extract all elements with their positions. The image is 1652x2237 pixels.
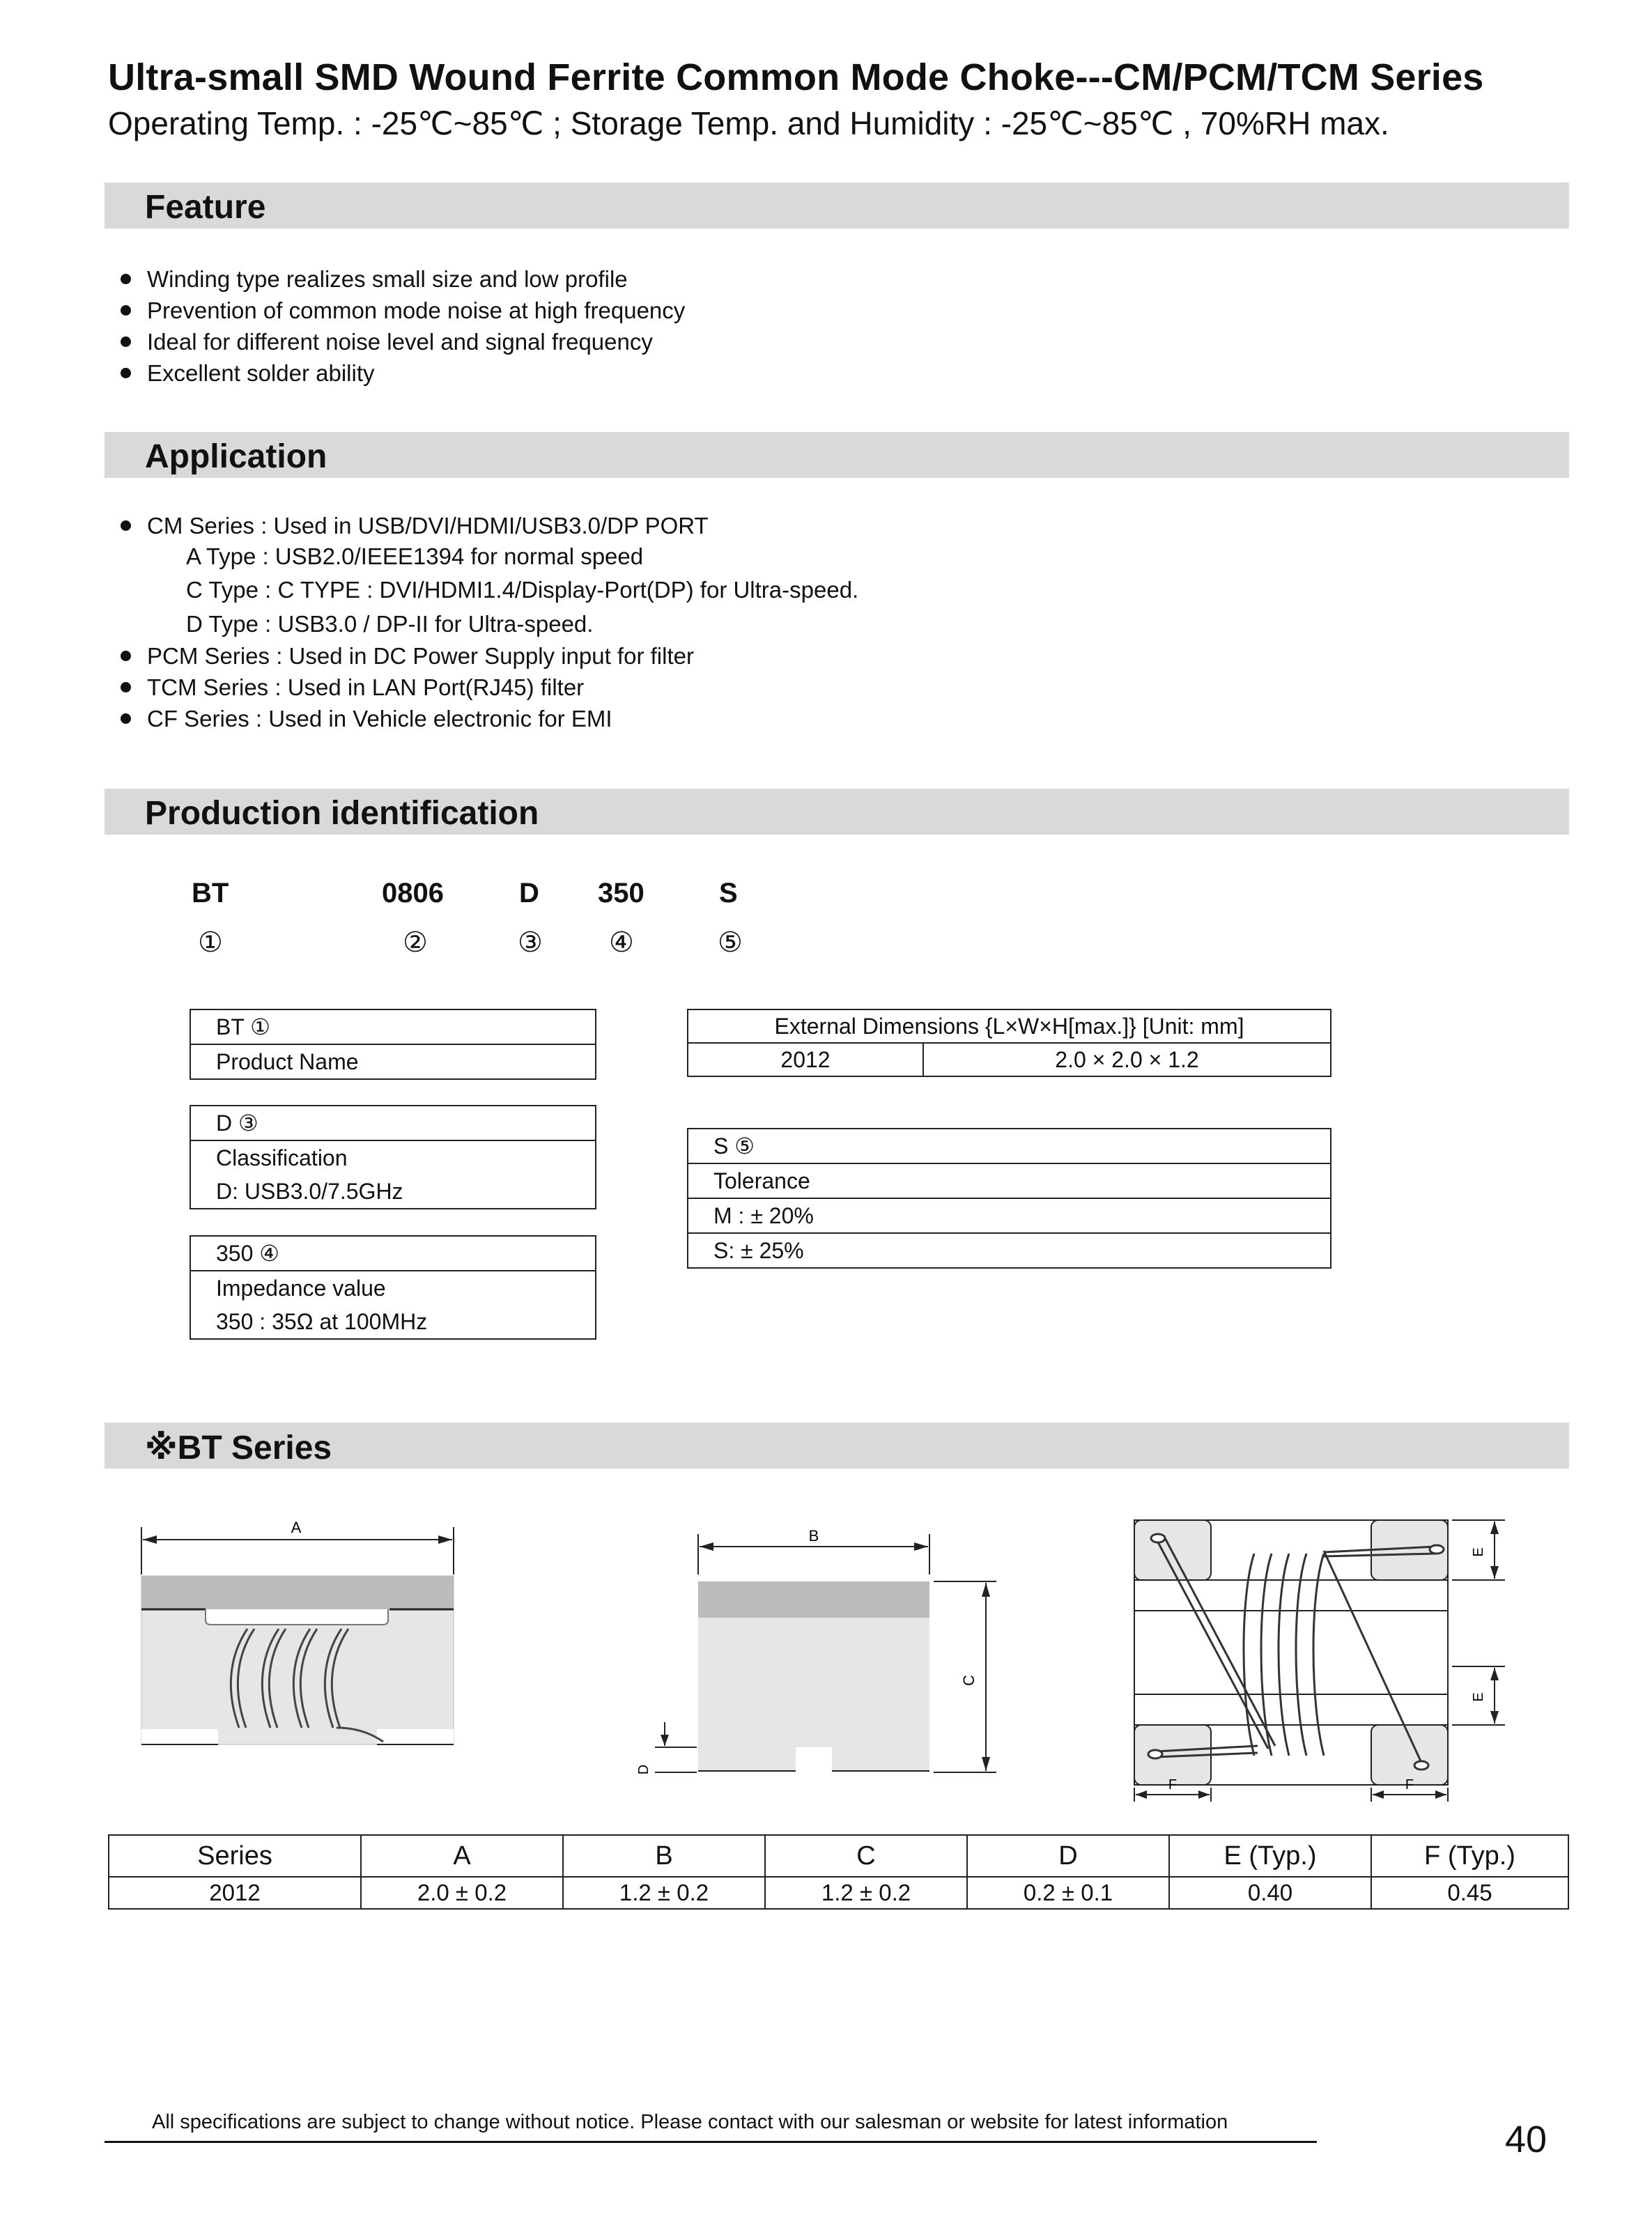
dim-label-b: B — [808, 1527, 819, 1545]
table-header-cell: E (Typ.) — [1169, 1835, 1371, 1877]
code-bt: BT — [192, 878, 229, 908]
table-cell: 0.40 — [1169, 1877, 1371, 1909]
box-head: BT ① — [191, 1010, 595, 1045]
table-header-cell: C — [765, 1835, 967, 1877]
bt-series-heading: ※BT Series — [145, 1430, 332, 1466]
dims-size: 2012 — [688, 1043, 923, 1076]
marker-5: ⑤ — [718, 927, 743, 958]
box-text: Classification — [216, 1145, 348, 1170]
table-header-cell: B — [563, 1835, 765, 1877]
dim-label-f-left: F — [1168, 1777, 1178, 1793]
list-item: TCM Series : Used in LAN Port(RJ45) filter — [115, 672, 694, 703]
marker-1: ① — [198, 927, 223, 958]
dim-label-e-top: E — [1471, 1547, 1486, 1557]
table-cell: 1.2 ± 0.2 — [563, 1877, 765, 1909]
table-header-row — [109, 1835, 1568, 1877]
dims-value: 2.0 × 2.0 × 1.2 — [923, 1043, 1331, 1076]
side-view-drawing — [136, 1519, 463, 1783]
code-tolerance: S — [719, 878, 738, 908]
table-header-cell: A — [361, 1835, 563, 1877]
impedance-box — [190, 1235, 596, 1340]
footer-notice: All specifications are subject to change without notice. Please contact with our salesman or website for latest information — [152, 2111, 1228, 2133]
code-size: 0806 — [382, 878, 444, 908]
dim-label-c: C — [960, 1675, 978, 1686]
list-item: PCM Series : Used in DC Power Supply input for filter — [115, 640, 694, 672]
table-header-cell: Series — [109, 1835, 361, 1877]
list-item: Winding type realizes small size and low profile — [115, 263, 685, 295]
list-item: CF Series : Used in Vehicle electronic for EMI — [115, 703, 694, 734]
tolerance-box — [687, 1128, 1331, 1269]
box-text: 350 : 35Ω at 100MHz — [216, 1309, 428, 1334]
dim-label-a: A — [291, 1519, 302, 1536]
box-text: Product Name — [216, 1049, 359, 1074]
application-section-bar — [105, 432, 1569, 478]
c-type-text: C Type : C TYPE : DVI/HDMI1.4/Display-Port(DP) for Ultra-speed. — [186, 577, 859, 603]
list-item: Excellent solder ability — [115, 357, 685, 389]
code-impedance: 350 — [598, 878, 644, 908]
application-list-other — [115, 640, 694, 734]
marker-2: ② — [403, 927, 428, 958]
list-item: CM Series : Used in USB/DVI/HDMI/USB3.0/DP PORT — [115, 510, 709, 541]
external-dimensions-table — [687, 1009, 1331, 1077]
box-head: S ⑤ — [688, 1129, 1330, 1164]
bt-series-section-bar — [105, 1423, 1569, 1469]
box-head: 350 ④ — [191, 1237, 595, 1271]
code-type: D — [519, 878, 539, 908]
box-text: S: ± 25% — [713, 1238, 804, 1263]
table-row — [109, 1877, 1568, 1909]
box-text: Tolerance — [688, 1164, 1330, 1199]
page-title: Ultra-small SMD Wound Ferrite Common Mode Choke---CM/PCM/TCM Series — [108, 56, 1484, 98]
marker-3: ③ — [518, 927, 543, 958]
production-heading: Production identification — [145, 795, 539, 832]
d-type-text: D Type : USB3.0 / DP-II for Ultra-speed. — [186, 611, 594, 637]
classification-box — [190, 1105, 596, 1209]
feature-heading: Feature — [145, 189, 266, 226]
production-section-bar — [105, 789, 1569, 835]
feature-list — [115, 263, 685, 389]
front-view-drawing — [634, 1526, 1024, 1783]
application-list-cm — [115, 510, 709, 541]
top-view-drawing — [1115, 1512, 1519, 1804]
table-cell: 1.2 ± 0.2 — [765, 1877, 967, 1909]
table-header-cell: F (Typ.) — [1371, 1835, 1568, 1877]
product-name-box — [190, 1009, 596, 1080]
table-header-cell: D — [967, 1835, 1169, 1877]
table-cell: 0.2 ± 0.1 — [967, 1877, 1169, 1909]
marker-4: ④ — [609, 927, 634, 958]
bt-series-spec-table — [108, 1834, 1569, 1910]
footer-divider — [105, 2141, 1317, 2143]
table-cell: 0.45 — [1371, 1877, 1568, 1909]
box-text: M : ± 20% — [688, 1199, 1330, 1234]
list-item: Prevention of common mode noise at high frequency — [115, 295, 685, 326]
dims-header: External Dimensions {L×W×H[max.]} [Unit: mm] — [688, 1009, 1331, 1043]
application-heading: Application — [145, 438, 327, 475]
feature-section-bar — [105, 183, 1569, 229]
box-text: Impedance value — [216, 1276, 386, 1301]
page-subtitle: Operating Temp. : -25℃~85℃ ; Storage Temp. and Humidity : -25℃~85℃ , 70%RH max. — [108, 105, 1389, 141]
dim-label-e-bottom: E — [1471, 1692, 1486, 1702]
dim-label-f-right: F — [1405, 1777, 1414, 1793]
table-cell: 2012 — [109, 1877, 361, 1909]
dim-label-d: D — [636, 1764, 651, 1775]
table-cell: 2.0 ± 0.2 — [361, 1877, 563, 1909]
box-text: D: USB3.0/7.5GHz — [216, 1179, 403, 1204]
list-item: Ideal for different noise level and signal frequency — [115, 326, 685, 357]
page-number: 40 — [1505, 2119, 1547, 2160]
a-type-text: A Type : USB2.0/IEEE1394 for normal speed — [186, 543, 644, 569]
box-head: D ③ — [191, 1106, 595, 1141]
